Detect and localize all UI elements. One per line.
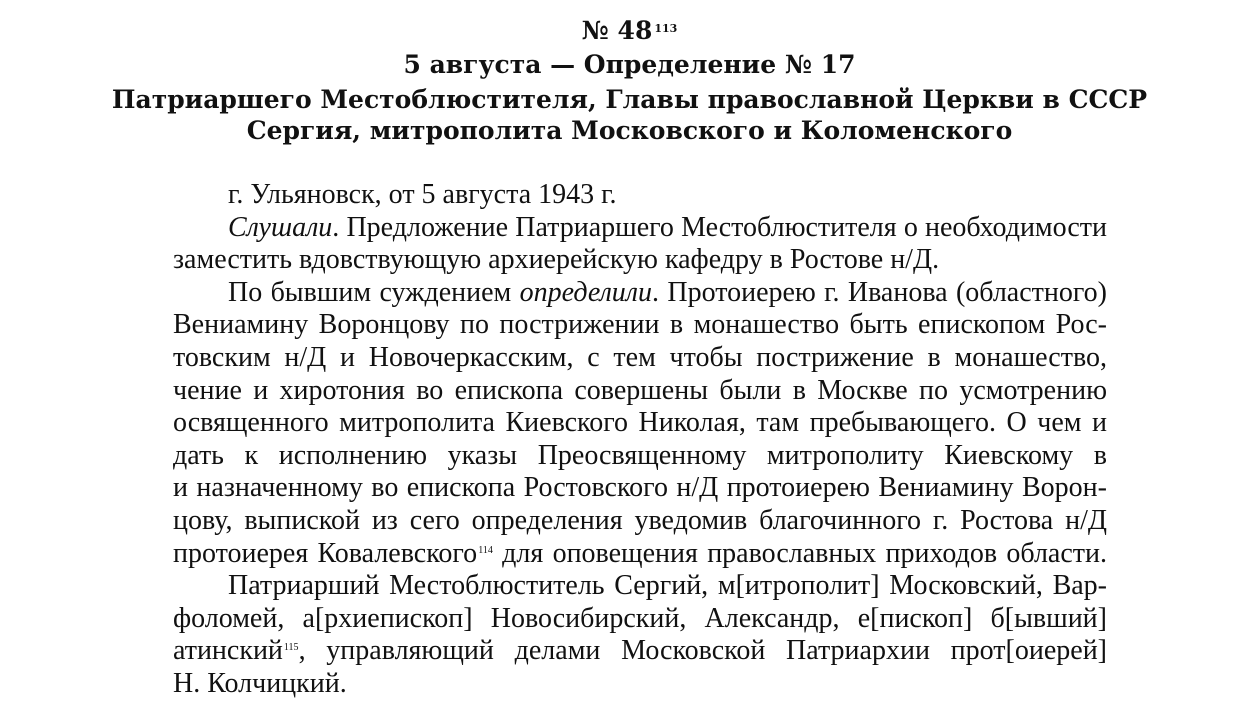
footnote-ref-114: 114	[478, 544, 493, 556]
decided-line-1	[173, 277, 1107, 310]
signatures-line-2: фоломей, а[рхиепископ] Новосибирский, Александр, е[пископ] б[ывший]	[173, 602, 1107, 634]
kovalevsky-post: для оповещения православных приходов области.	[492, 537, 1107, 569]
heard-line-1	[173, 212, 1107, 245]
body-line: Вениамину Воронцову по пострижении в монашество быть епископом Рос-	[173, 309, 1107, 341]
signatures-line-4: Н. Колчицкий.	[173, 667, 347, 699]
signatures-line-3	[173, 635, 1107, 668]
footnote-ref-113: 113	[654, 22, 678, 35]
body-line: цову, выпиской из сего определения уведомив благочинного г. Ростова н/Д	[173, 504, 1107, 536]
document-number	[0, 14, 1259, 48]
document-subtitle-line-2: Сергия, митрополита Московского и Коломенского	[246, 116, 1013, 145]
document-number-text: № 48	[581, 16, 653, 45]
signatures-line-1: Патриарший Местоблюститель Сергий, м[итрополит] Московский, Вар-	[228, 570, 1107, 602]
decided-label: определили	[519, 276, 653, 308]
signatures-post: , управляющий делами Московской Патриархии прот[оиерей]	[298, 635, 1107, 667]
kovalevsky-pre: протоиерея Ковалевского	[173, 537, 478, 569]
decided-post: . Протоиерею г. Иванова (областного)	[652, 276, 1107, 308]
footnote-ref-115: 115	[283, 642, 299, 654]
body-line: товским н/Д и Новочеркасским, с тем чтобы пострижение в монашество,	[173, 341, 1107, 373]
document-body	[173, 179, 1107, 701]
body-line: освященного митрополита Киевского Николая, там пребывающего. О чем и	[173, 407, 1107, 439]
signatures-pre: атинский	[173, 635, 283, 667]
body-line: и назначенному во епископа Ростовского н/Д протоиерею Вениамину Ворон-	[173, 472, 1107, 504]
body-line: чение и хиротония во епископа совершены были в Москве по усмотрению	[173, 374, 1107, 406]
document-subtitle-line-1: Патриаршего Местоблюстителя, Главы православной Церкви в СССР	[111, 85, 1148, 114]
decided-pre: По бывшим суждением	[228, 276, 520, 308]
document-date-title: 5 августа — Определение № 17	[403, 50, 856, 79]
body-line: дать к исполнению указы Преосвященному митрополиту Киевскому в	[173, 439, 1107, 471]
heard-label: Слушали	[228, 211, 333, 243]
place-date: г. Ульяновск, от 5 августа 1943 г.	[228, 179, 617, 210]
kovalevsky-line	[173, 538, 1107, 571]
heard-text: . Предложение Патриаршего Местоблюстителя о необходимости	[332, 211, 1107, 243]
heard-line-2: заместить вдовствующую архиерейскую кафедру в Ростове н/Д.	[173, 244, 940, 276]
